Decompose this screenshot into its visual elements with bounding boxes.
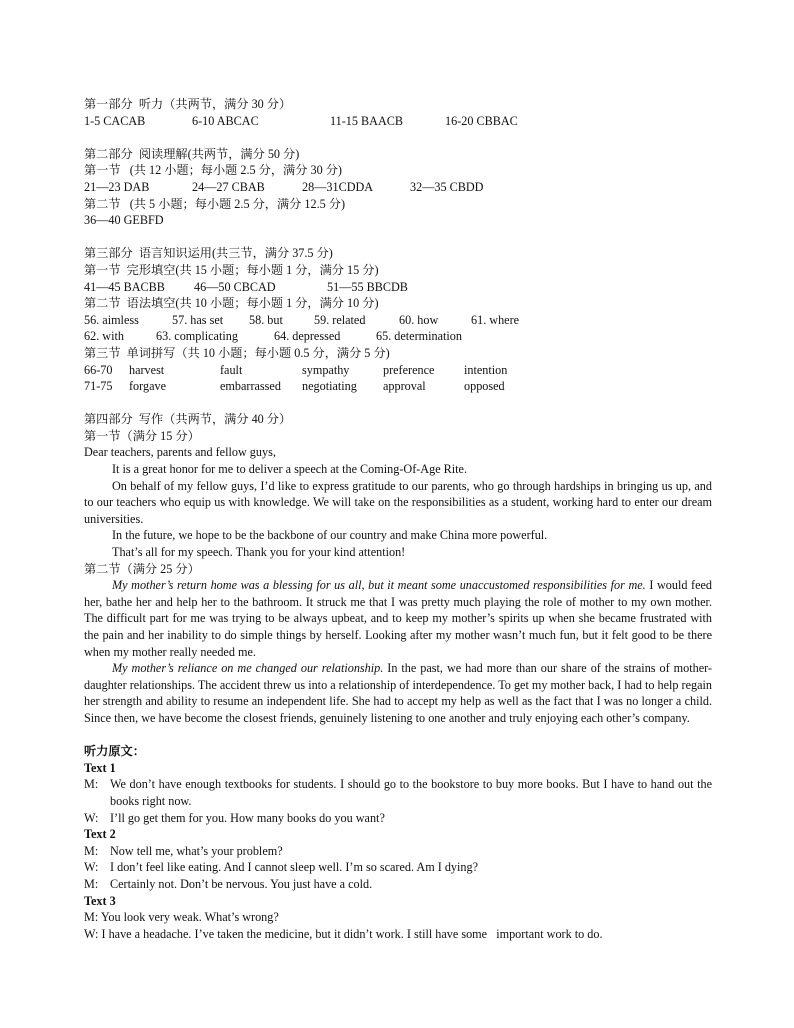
speaker-label: M: (84, 843, 99, 858)
letter-paragraph: In the future, we hope to be the backbone of our country and make China more powerful. (112, 528, 548, 543)
part2-section1-answers-row (84, 179, 712, 196)
part1-heading: 第一部分 听力（共两节，满分 30 分） (84, 97, 292, 111)
speaker-label: M: (84, 910, 99, 925)
answer-item: 58. but (249, 312, 283, 327)
story-paragraph-1 (84, 577, 712, 660)
answer-item: embarrassed (220, 379, 281, 394)
dialog-line (84, 776, 712, 809)
answer-group: 51—55 BBCDB (327, 279, 408, 294)
part3-heading: 第三部分 语言知识运用(共三节，满分 37.5 分) (84, 246, 333, 261)
dialog-line (84, 810, 712, 827)
answer-item: 62. with (84, 329, 124, 344)
grammar-answers-row-2 (84, 328, 712, 345)
answer-item: harvest (129, 362, 165, 377)
speaker-label: M: (84, 876, 99, 891)
dialog-text: Certainly not. Don’t be nervous. You just have a cold. (110, 876, 373, 891)
answer-group: 6-10 ABCAC (192, 113, 259, 128)
dialog-line (84, 909, 712, 926)
answer-item: 64. depressed (274, 329, 341, 344)
answer-group: 28—31CDDA (302, 179, 374, 194)
answer-group: 16-20 CBBAC (445, 113, 518, 128)
text-title: Text 1 (84, 760, 116, 775)
answer-item: fault (220, 362, 243, 377)
letter-paragraph: It is a great honor for me to deliver a speech at the Coming-Of-Age Rite. (112, 462, 468, 477)
text-title: Text 2 (84, 827, 116, 842)
answer-group: 36—40 GEBFD (84, 213, 164, 228)
text-title: Text 3 (84, 893, 116, 908)
speaker-label: M: (84, 777, 99, 792)
story-paragraph-body: In the past, we had more than our share of the strains of mother-daughter relationships. The accident threw us into a relationship of interdependence. To get my mother back, I had to help regain her strength and ability to resume an independent life. She had to accept my help as well as the fact that I was no longer a child. Since then, we have become the closest friends, genuinely listening to one another and truly enjoying each other’s company. (84, 661, 712, 725)
dialog-text: I have a headache. I’ve taken the medicine, but it didn’t work. I still have some important work to do. (101, 926, 603, 941)
answer-item: 60. how (399, 312, 439, 327)
answer-key-document (84, 96, 712, 942)
answer-group: 24—27 CBAB (192, 179, 265, 194)
grammar-answers-row-1 (84, 312, 712, 329)
part2-heading: 第二部分 阅读理解(共两节，满分 50 分) (84, 146, 300, 161)
speaker-label: W: (84, 810, 99, 825)
cloze-heading: 第一节 完形填空(共 15 小题；每小题 1 分，满分 15 分) (84, 262, 379, 277)
answer-group: 46—50 CBCAD (194, 279, 276, 294)
dialog-line (84, 876, 712, 893)
dialog-line (84, 859, 712, 876)
writing-section1-heading: 第一节（满分 15 分） (84, 428, 200, 443)
dialog-text: You look very weak. What’s wrong? (100, 910, 279, 925)
answer-group: 21—23 DAB (84, 179, 150, 194)
spelling-answers-row-2 (84, 378, 712, 395)
answer-item: 61. where (471, 312, 520, 327)
part4-heading: 第四部分 写作（共两节，满分 40 分） (84, 412, 292, 427)
part2-section1-heading: 第一节 (共 12 小题；每小题 2.5 分，满分 30 分) (84, 163, 342, 178)
answer-group: 41—45 BACBB (84, 279, 165, 294)
dialog-line (84, 926, 712, 943)
writing-section2-heading: 第二节（满分 25 分） (84, 561, 200, 576)
letter-paragraph: On behalf of my fellow guys, I’d like to express gratitude to our parents, who go through hardships in bringing us up, and to our teachers who equip us with knowledge. We will take on the responsibilities as a student, working hard to enter our dream universities. (84, 478, 712, 526)
dialog-text: Now tell me, what’s your problem? (110, 843, 283, 858)
dialog-text: I’ll go get them for you. How many books do you want? (110, 810, 385, 825)
answer-item: 63. complicating (156, 329, 238, 344)
story-paragraph-lead-sentence: My mother’s reliance on me changed our relationship. (112, 661, 384, 676)
answer-group: 1-5 CACAB (84, 113, 146, 128)
part1-answers-row (84, 113, 712, 130)
answer-group: 32—35 CBDD (410, 179, 484, 194)
letter-salutation: Dear teachers, parents and fellow guys, (84, 445, 276, 460)
answer-item: forgave (129, 379, 166, 394)
grammar-heading: 第二节 语法填空(共 10 小题；每小题 1 分，满分 10 分) (84, 296, 379, 311)
answer-range: 66-70 (84, 362, 113, 377)
part2-section2-heading: 第二节 (共 5 小题；每小题 2.5 分，满分 12.5 分) (84, 196, 346, 211)
story-paragraph-body: I would feed her, bathe her and help her to the bathroom. It struck me that I was pretty much playing the role of mother to my own mother. The difficult part for me was trying to be always upbeat, and to keep my mother’s spirits up when she became frustrated with the pain and her inability to do simple things by herself. Looking after my mother wasn’t much fun, but it felt good to be there when my mother really needed me. (84, 578, 713, 659)
answer-item: intention (464, 362, 508, 377)
speaker-label: W: (84, 926, 99, 941)
answer-item: 59. related (314, 312, 366, 327)
story-paragraph-lead-sentence: My mother’s return home was a blessing for us all, but it meant some unaccustomed responsibilities for me. (112, 578, 646, 593)
answer-item: sympathy (302, 362, 350, 377)
dialog-text: I don’t feel like eating. And I cannot sleep well. I’m so scared. Am I dying? (110, 860, 479, 875)
letter-paragraph: That’s all for my speech. Thank you for your kind attention! (112, 545, 406, 560)
answer-item: opposed (464, 379, 505, 394)
spelling-answers-row-1 (84, 362, 712, 379)
answer-range: 71-75 (84, 379, 113, 394)
spelling-heading: 第三节 单词拼写（共 10 小题；每小题 0.5 分，满分 5 分) (84, 345, 390, 360)
answer-item: 57. has set (172, 312, 224, 327)
answer-group: 11-15 BAACB (330, 113, 404, 128)
answer-item: preference (383, 362, 435, 377)
answer-item: approval (383, 379, 426, 394)
speaker-label: W: (84, 860, 99, 875)
answer-item: 65. determination (376, 329, 462, 344)
story-paragraph-2 (84, 660, 712, 726)
transcript-heading: 听力原文： (84, 744, 145, 759)
cloze-answers-row (84, 279, 712, 296)
answer-item: negotiating (302, 379, 357, 394)
dialog-line (84, 843, 712, 860)
dialog-text: We don’t have enough textbooks for students. I should go to the bookstore to buy more books. But I have to hand out the books right now. (110, 777, 712, 808)
answer-item: 56. aimless (84, 312, 139, 327)
